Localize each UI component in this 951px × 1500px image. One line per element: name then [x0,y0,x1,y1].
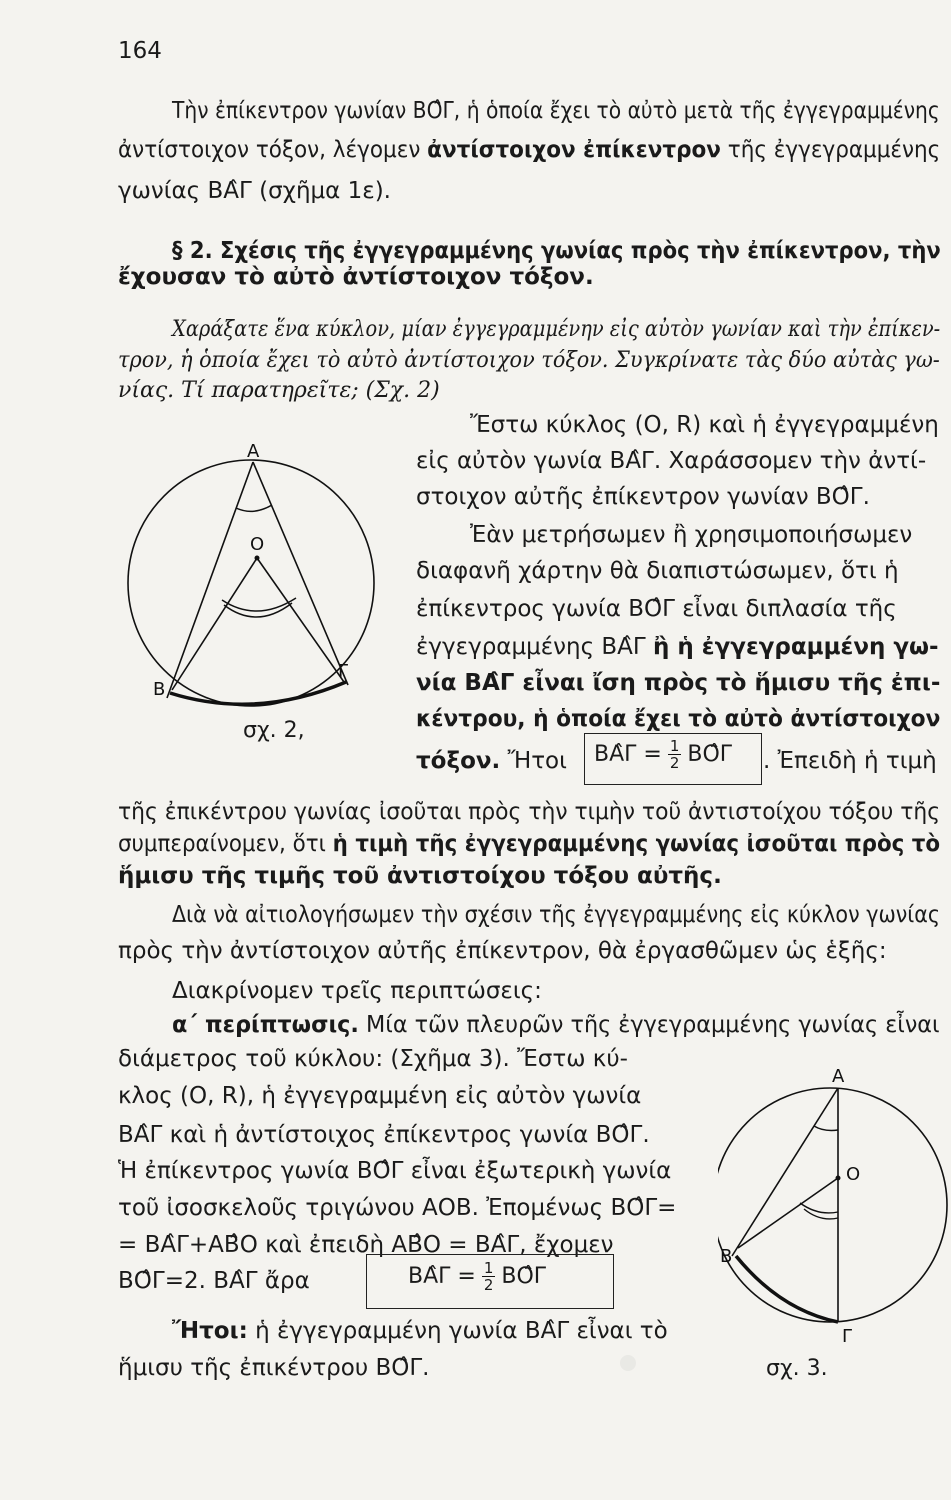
text-line: εἰς αὐτὸν γωνία ΒΑ̂Γ. Χαράσσομεν τὴν ἀντί- [416,448,927,474]
chord-AB [732,1088,838,1256]
text-line: Ἔστω κύκλος (Ο, R) καὶ ἡ ἐγγεγραμμένη [470,412,939,438]
fraction-num: 1 [483,1259,494,1277]
formula-lhs: ΒΑ̂Γ = [408,1264,476,1289]
figure-3 [718,1060,950,1350]
formula-lhs: ΒΑ̂Γ = [594,742,662,767]
text-line: Διὰ νὰ αἰτιολογήσωμεν τὴν σχέσιν τῆς ἐγγεγραμμένης εἰς κύκλον γωνίας [172,902,941,928]
fraction [668,738,682,771]
text-span: Μία τῶν πλευρῶν τῆς ἐγγεγραμμένης γωνίας εἶναι [366,1012,940,1038]
bold-span: ἢ ἡ ἐγγεγραμμένη γω- [653,634,939,660]
fraction-den: 2 [483,1276,494,1294]
formula-2 [408,1260,546,1293]
text-span: τῆς ἐγγεγραμμένης [727,137,941,163]
text-line [118,829,940,859]
italic-line: τρον, ἡ ὁποία ἔχει τὸ αὐτὸ ἀντίστοιχον τόξον. Συγκρίνατε τὰς δύο αὐτὰς γω- [118,348,940,373]
text-span: ἡ ἐγγεγραμμένη γωνία ΒΑ̂Γ εἶναι τὸ [255,1318,668,1344]
text-line [416,746,567,776]
circle [718,1088,947,1322]
text-line: στοιχον αὐτῆς ἐπίκεντρον γωνίαν ΒΟ̂Γ. [416,484,870,510]
text-line: ἥμισυ τῆς ἐπικέντρου ΒΟ̂Γ. [118,1355,430,1381]
arc-BG [736,1256,838,1322]
text-line: Τὴν ἐπίκεντρον γωνίαν ΒΟ̂Γ, ἡ ὁποία ἔχει τὸ αὐτὸ μετὰ τῆς ἐγγεγραμμένης [172,98,940,124]
center-point [255,556,260,561]
figure-3-caption: σχ. 3. [766,1356,828,1381]
ink-smudge [620,1355,636,1371]
text-line: = ΒΑ̂Γ+ΑΒ̂Ο καὶ ἐπειδὴ ΑΒ̂Ο = ΒΑ̂Γ, ἔχομεν [118,1232,614,1258]
angle-arc-O-inner [804,1209,838,1219]
text-line: Ἐὰν μετρήσωμεν ἢ χρησιμοποιήσωμεν [470,522,913,548]
label-B: Β [720,1246,733,1267]
fraction-num: 1 [669,737,680,755]
label-G: Γ [842,1326,853,1347]
text-line: ἐπίκεντρος γωνία ΒΟ̂Γ εἶναι διπλασία τῆς [416,596,897,622]
label-O: Ο [250,534,265,555]
figure-2-caption: σχ. 2, [243,718,305,743]
angle-arc-O-inner [222,598,296,611]
label-O: Ο [846,1164,861,1185]
formula-rhs: ΒΟ̂Γ [687,742,733,767]
text-line: πρὸς τὴν ἀντίστοιχον αὐτῆς ἐπίκεντρον, θὰ ἐργασθῶμεν ὡς ἑξῆς: [118,938,887,964]
section-heading: ἔχουσαν τὸ αὐτὸ ἀντίστοιχον τόξον. [118,264,594,290]
angle-arc-A [814,1126,838,1131]
fraction-den: 2 [669,754,680,772]
label-B: Β [153,679,166,700]
radius-OB [172,558,257,690]
text-line: Διακρίνομεν τρεῖς περιπτώσεις: [172,978,542,1004]
text-span: συμπεραίνομεν, ὅτι [118,831,326,857]
text-line: διάμετρος τοῦ κύκλου: (Σχῆμα 3). Ἔστω κύ- [118,1046,628,1072]
label-A: Α [247,441,260,462]
fraction [482,1260,496,1293]
text-span: ἐγγεγραμμένης ΒΑ̂Γ [416,634,646,660]
text-span: ἀντίστοιχον τόξον, λέγομεν [118,137,421,163]
section-heading: § 2. Σχέσις τῆς ἐγγεγραμμένης γωνίας πρὸς τὴν ἐπίκεντρον, τὴν [172,238,941,264]
label-G: Γ [338,661,349,682]
bold-span: α΄ περίπτωσις. [172,1012,359,1038]
bold-span: ἡ τιμὴ τῆς ἐγγεγραμμένης γωνίας ἰσοῦται πρὸς τὸ [332,831,941,857]
angle-arc-O [800,1203,838,1213]
text-line [172,1010,940,1040]
text-line: τοῦ ἰσοσκελοῦς τριγώνου ΑΟΒ. Ἐπομένως ΒΟ̂Γ= [118,1195,677,1221]
bold-line: νία ΒΑ̂Γ εἶναι ἴση πρὸς τὸ ἥμισυ τῆς ἐπι- [416,670,941,696]
bold-line: κέντρου, ἡ ὁποία ἔχει τὸ αὐτὸ ἀντίστοιχον [416,706,941,732]
bold-span: τόξον. [416,748,501,774]
formula-1 [594,738,732,771]
page-number: 164 [118,38,162,64]
text-line: Ἡ ἐπίκεντρος γωνία ΒΟ̂Γ εἶναι ἐξωτερικὴ γωνία [118,1158,672,1184]
bold-line: ἥμισυ τῆς τιμῆς τοῦ ἀντιστοίχου τόξου αὐτῆς. [118,863,722,889]
text-line: διαφανῆ χάρτην θὰ διαπιστώσωμεν, ὅτι ἡ [416,558,899,584]
text-line [416,632,939,662]
text-line: γωνίας ΒΑ̂Γ (σχῆμα 1ε). [118,178,391,204]
text-line: ΒΑ̂Γ καὶ ἡ ἀντίστοιχος ἐπίκεντρος γωνία ΒΟ̂Γ. [118,1122,650,1148]
italic-line: νίας. Τί παρατηρεῖτε; (Σχ. 2) [118,378,440,403]
bold-span: Ἤτοι: [172,1318,248,1344]
text-line [172,1316,668,1346]
text-line [118,135,940,165]
center-point [836,1176,841,1181]
figure-2 [126,400,376,710]
formula-rhs: ΒΟ̂Γ [501,1264,547,1289]
angle-arc-A [236,505,272,511]
bold-term: ἀντίστοιχον ἐπίκεντρον [427,137,721,163]
text-line: . Ἐπειδὴ ἡ τιμὴ [763,748,937,774]
text-span: Ἤτοι [507,748,567,774]
italic-line: Χαράξατε ἕνα κύκλον, μίαν ἐγγεγραμμένην εἰς αὐτὸν γωνίαν καὶ τὴν ἐπίκεν- [172,317,941,342]
text-line: τῆς ἐπικέντρου γωνίας ἰσοῦται πρὸς τὴν τιμὴν τοῦ ἀντιστοίχου τόξου τῆς [118,799,941,825]
radius-OG [257,558,344,682]
label-A: Α [832,1066,845,1087]
text-line: κλος (Ο, R), ἡ ἐγγεγραμμένη εἰς αὐτὸν γωνία [118,1083,642,1109]
chord-AB [167,462,253,698]
text-line: ΒΟ̂Γ=2. ΒΑ̂Γ ἄρα [118,1268,310,1294]
